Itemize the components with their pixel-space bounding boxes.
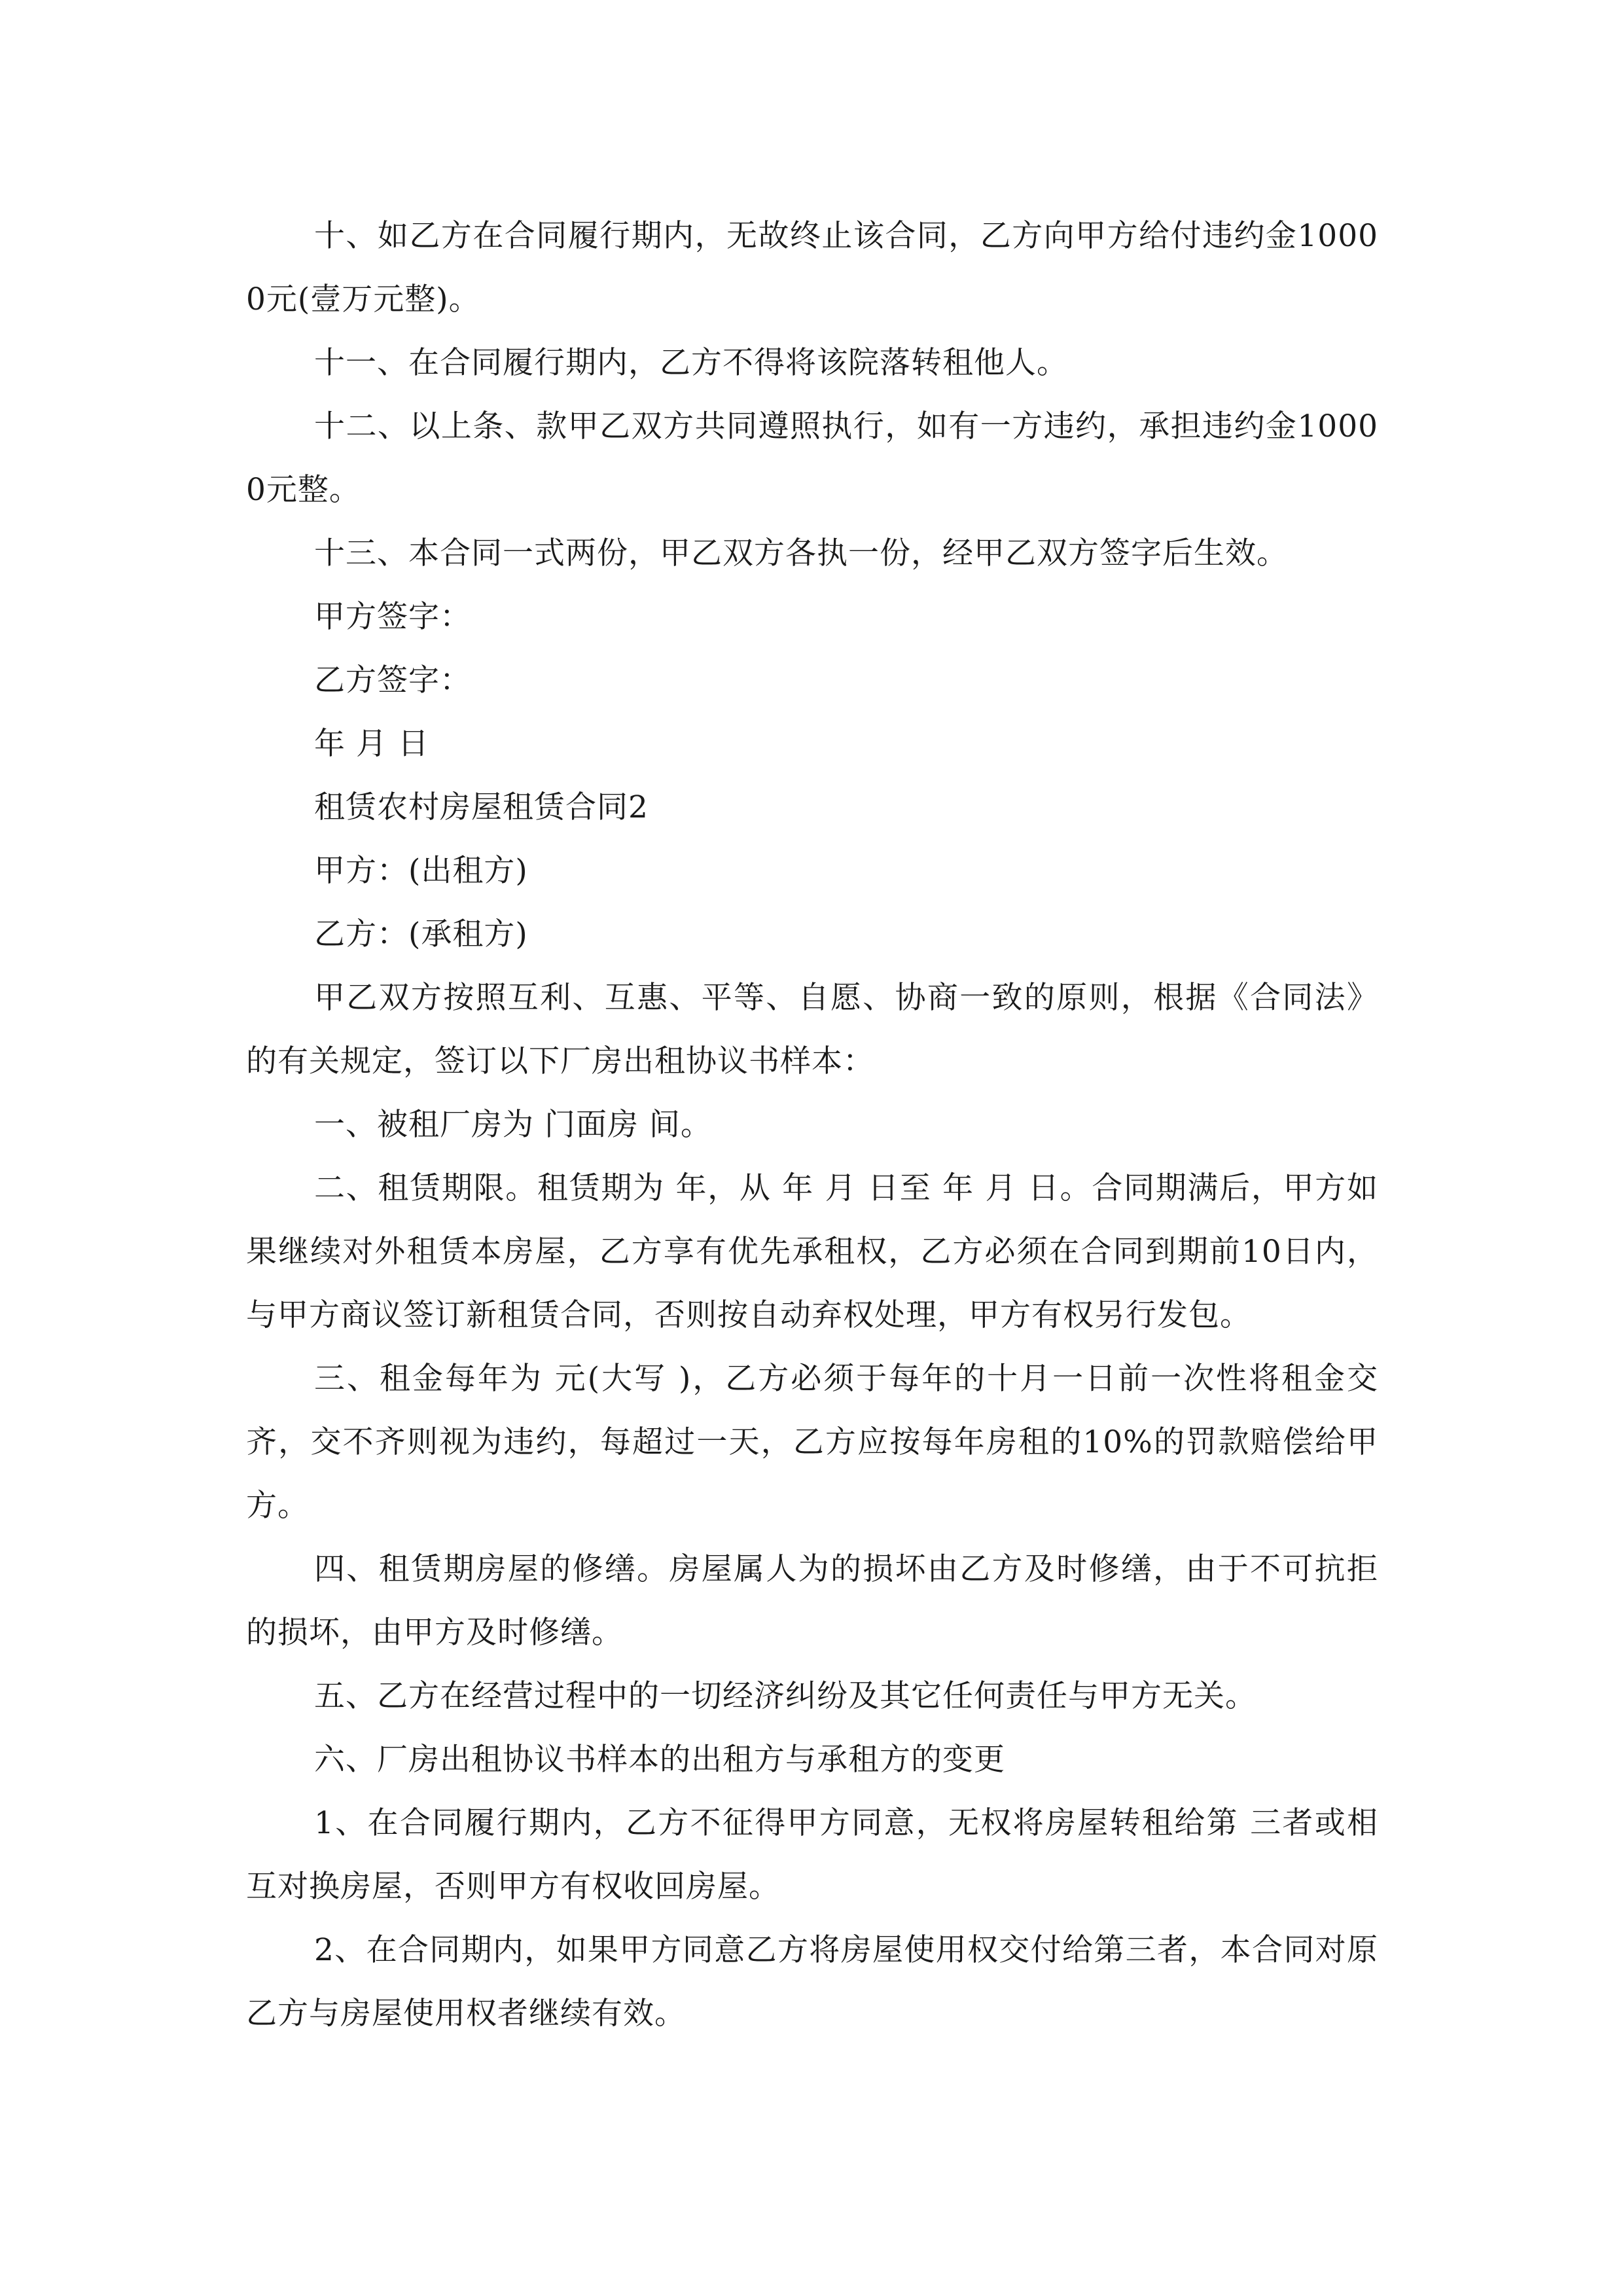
document-body bbox=[246, 204, 1378, 2045]
clause-6-change: 六、厂房出租协议书样本的出租方与承租方的变更 bbox=[314, 1742, 1005, 1778]
clause-13: 十三、本合同一式两份，甲乙双方各执一份，经甲乙双方签字后生效。 bbox=[314, 535, 1288, 571]
clause-3-rent: 三、租金每年为 元(大写 )，乙方必须于每年的十月一日前一次性将租金交齐，交不齐则视为违约，每超过一天，乙方应按每年房租的10%的罚款赔偿给甲方。 bbox=[246, 1361, 1378, 1524]
clause-12: 十二、以上条、款甲乙双方共同遵照执行，如有一方违约，承担违约金10000元整。 bbox=[246, 408, 1378, 508]
clause-11: 十一、在合同履行期内，乙方不得将该院落转租他人。 bbox=[314, 345, 1068, 381]
party-a-lessor: 甲方：(出租方) bbox=[314, 853, 528, 889]
clause-6-item-2: 2、在合同期内，如果甲方同意乙方将房屋使用权交付给第三者，本合同对原乙方与房屋使用权者继续有效。 bbox=[246, 1932, 1378, 2032]
party-b-signature-line: 乙方签字： bbox=[314, 662, 471, 698]
contract-preamble: 甲乙双方按照互利、互惠、平等、自愿、协商一致的原则，根据《合同法》的有关规定，签订以下厂房出租协议书样本： bbox=[246, 980, 1378, 1079]
party-a-signature-line: 甲方签字： bbox=[314, 599, 471, 635]
contract-2-title: 租赁农村房屋租赁合同2 bbox=[314, 789, 649, 825]
clause-1: 一、被租厂房为 门面房 间。 bbox=[314, 1107, 712, 1143]
clause-4-repairs: 四、租赁期房屋的修缮。房屋属人为的损坏由乙方及时修缮，由于不可抗拒的损坏，由甲方及时修缮。 bbox=[246, 1551, 1378, 1651]
clause-2-term: 二、租赁期限。租赁期为 年，从 年 月 日至 年 月 日。合同期满后，甲方如果继续对外租赁本房屋，乙方享有优先承租权，乙方必须在合同到期前10日内，与甲方商议签订新租赁合同，否则按自动弃权处理，甲方有权另行发包。 bbox=[246, 1170, 1378, 1333]
party-b-lessee: 乙方：(承租方) bbox=[314, 916, 528, 952]
clause-6-item-1: 1、在合同履行期内，乙方不征得甲方同意，无权将房屋转租给第 三者或相互对换房屋，否则甲方有权收回房屋。 bbox=[246, 1805, 1378, 1905]
date-line: 年 月 日 bbox=[314, 726, 429, 762]
clause-5-liability: 五、乙方在经营过程中的一切经济纠纷及其它任何责任与甲方无关。 bbox=[314, 1678, 1257, 1714]
clause-10: 十、如乙方在合同履行期内，无故终止该合同，乙方向甲方给付违约金10000元(壹万元整)。 bbox=[246, 218, 1378, 317]
